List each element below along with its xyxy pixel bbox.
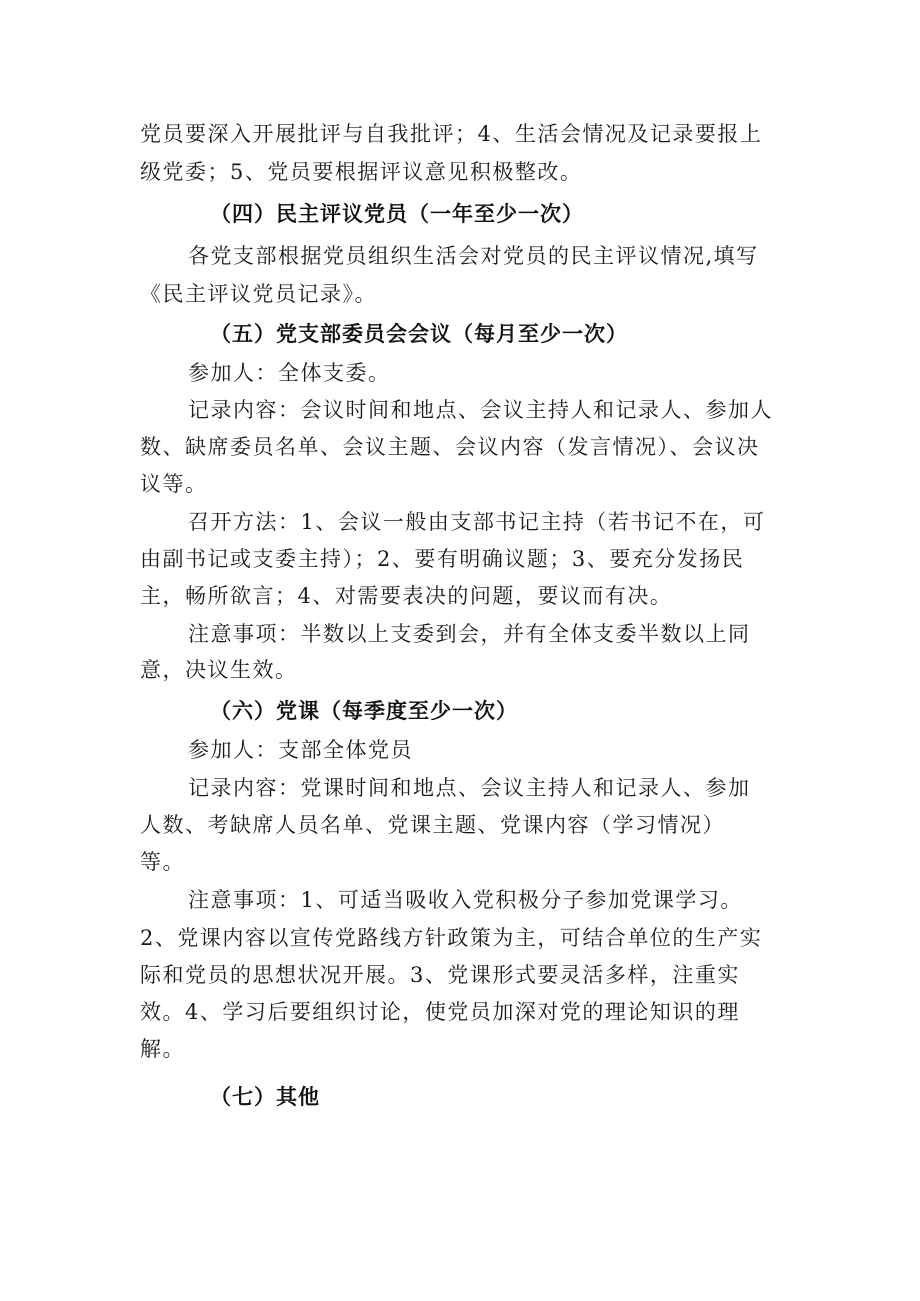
body-text-line: 记录内容：党课时间和地点、会议主持人和记录人、参加: [188, 776, 751, 800]
body-text-line: 解。: [140, 1037, 185, 1061]
participants-text: 参加人：支部全体党员: [188, 738, 413, 762]
section-heading-4: （四）民主评议党员（一年至少一次）: [210, 202, 584, 226]
body-text-line: 由副书记或支委主持）；2、要有明确议题；3、要充分发扬民: [140, 547, 745, 571]
body-text-line: 等。: [140, 850, 185, 874]
body-text-line: 《民主评议党员记录》。: [140, 282, 377, 306]
section-heading-5: （五）党支部委员会会议（每月至少一次）: [210, 322, 628, 346]
body-text-line: 各党支部根据党员组织生活会对党员的民主评议情况,填写: [188, 244, 759, 268]
body-text-line: 2、党课内容以宣传党路线方针政策为主，可结合单位的生产实: [140, 926, 763, 950]
body-text-line: 注意事项：1、可适当吸收入党积极分子参加党课学习。: [188, 888, 743, 912]
participants-text: 参加人：全体支委。: [188, 361, 391, 385]
body-text-line: 召开方法：1、会议一般由支部书记主持（若书记不在，可: [188, 510, 766, 534]
body-text-line: 主，畅所欲言；4、对需要表决的问题，要议而有决。: [140, 584, 673, 608]
body-text-line: 议等。: [140, 472, 208, 496]
body-text-line: 级党委；5、党员要根据评议意见积极整改。: [140, 160, 583, 184]
body-text-line: 党员要深入开展批评与自我批评；4、生活会情况及记录要报上: [140, 122, 763, 146]
body-text-line: 记录内容：会议时间和地点、会议主持人和记录人、参加人: [188, 398, 773, 422]
body-text-line: 意，决议生效。: [140, 658, 298, 682]
section-heading-6: （六）党课（每季度至少一次）: [210, 699, 518, 723]
body-text-line: 际和党员的思想状况开展。3、党课形式要灵活多样，注重实: [140, 963, 740, 987]
section-heading-7: （七）其他: [210, 1085, 320, 1109]
body-text-line: 人数、考缺席人员名单、党课主题、党课内容（学习情况）: [140, 813, 725, 837]
body-text-line: 注意事项：半数以上支委到会，并有全体支委半数以上同: [188, 622, 751, 646]
body-text-line: 效。4、学习后要组织讨论，使党员加深对党的理论知识的理: [140, 1000, 740, 1024]
body-text-line: 数、缺席委员名单、会议主题、会议内容（发言情况）、会议决: [140, 435, 760, 459]
